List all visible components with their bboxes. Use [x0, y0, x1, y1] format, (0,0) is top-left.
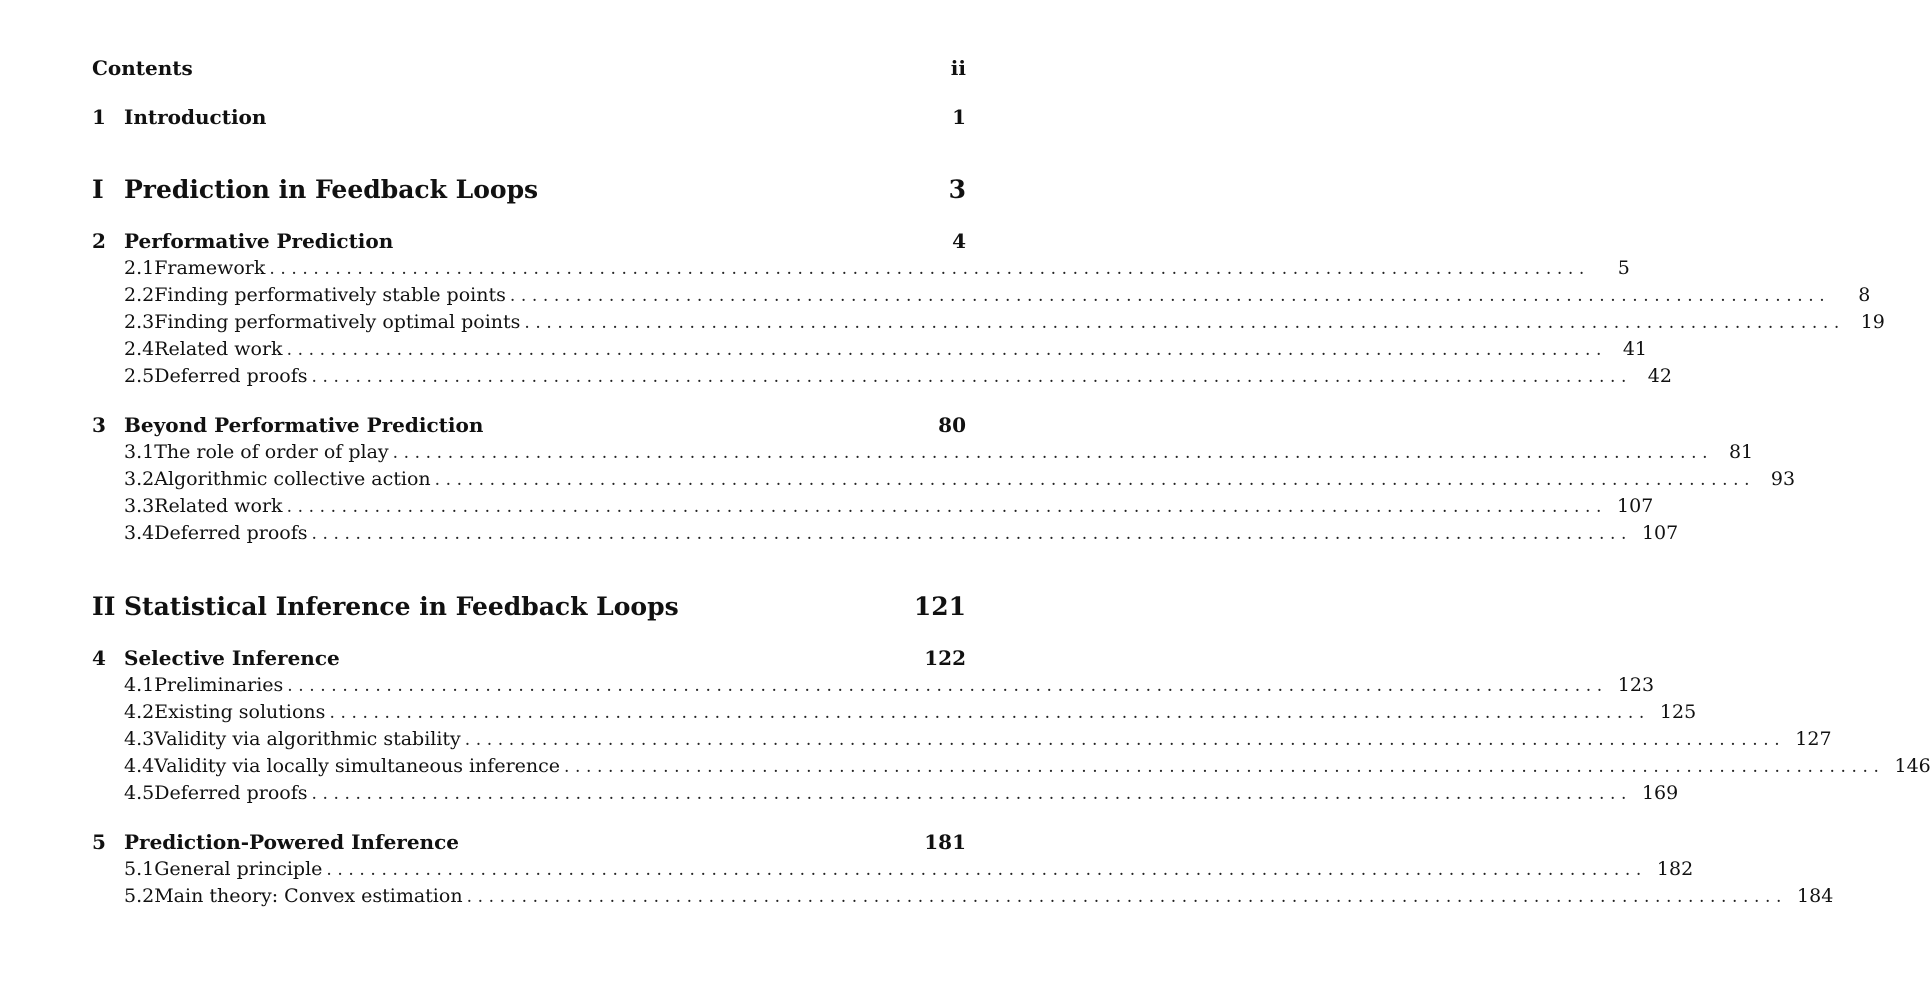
toc-section-number: 3.3	[124, 495, 155, 517]
toc-section-title: Validity via locally simultaneous inference	[154, 755, 561, 777]
toc-chapter-number: 4	[92, 646, 106, 670]
toc-page-number: 169	[1641, 782, 1679, 804]
toc-page-number: 5	[1617, 257, 1630, 279]
toc-section[interactable]	[92, 885, 1834, 907]
toc-section-title: Deferred proofs	[154, 522, 308, 544]
toc-page-number: 181	[924, 830, 966, 854]
toc-chapter-number: 5	[92, 830, 106, 854]
toc-section-title: Related work	[154, 338, 283, 360]
toc-chapter-2[interactable]	[92, 229, 966, 253]
toc-section-number: 4.1	[124, 674, 155, 696]
toc-section[interactable]	[92, 728, 1832, 750]
toc-section-number: 4.4	[124, 755, 155, 777]
toc-part-I[interactable]	[92, 175, 966, 204]
toc-page-number: 182	[1656, 858, 1694, 880]
toc-section-number: 2.2	[124, 284, 155, 306]
toc-section-number: 2.1	[124, 257, 155, 279]
toc-leader-dots: ........................................................................................................................	[286, 497, 1608, 517]
toc-page-number: 122	[924, 646, 966, 670]
toc-section-number: 5.1	[124, 858, 155, 880]
toc-leader-dots: ........................................................................................................................	[326, 860, 1647, 880]
toc-page-number: 125	[1659, 701, 1697, 723]
toc-section-title: Framework	[154, 257, 266, 279]
toc-chapter-number: 2	[92, 229, 106, 253]
toc-section[interactable]	[92, 495, 1654, 517]
toc-page-number: 107	[1617, 495, 1654, 517]
toc-leader-dots: ........................................................................................................................	[287, 676, 1608, 696]
toc-leader-dots: ........................................................................................................................	[524, 313, 1845, 333]
toc-chapter-3[interactable]	[92, 413, 966, 437]
toc-page-number: 4	[952, 229, 966, 253]
toc-section[interactable]	[92, 674, 1655, 696]
toc-section-number: 3.1	[124, 441, 155, 463]
toc-section[interactable]	[92, 858, 1694, 880]
toc-section-number: 4.5	[124, 782, 155, 804]
toc-leader-dots: ........................................................................................................................	[392, 443, 1714, 463]
toc-part-number: II	[92, 592, 116, 621]
toc-page-number: 8	[1858, 284, 1871, 306]
toc-page-number: 42	[1647, 365, 1672, 387]
toc-section-title: The role of order of play	[154, 441, 389, 463]
toc-section[interactable]	[92, 755, 1931, 777]
toc-chapter-1[interactable]	[92, 105, 966, 129]
toc-chapter-4[interactable]	[92, 646, 966, 670]
toc-part-number: I	[92, 175, 104, 204]
toc-section-title: Finding performatively stable points	[154, 284, 506, 306]
toc-section[interactable]	[92, 365, 1672, 387]
toc-page-number: 184	[1797, 885, 1834, 907]
toc-leader-dots: ........................................................................................................................	[311, 367, 1632, 387]
toc-section-number: 5.2	[124, 885, 155, 907]
toc-leader-dots: ........................................................................................................................	[311, 784, 1632, 804]
toc-chapter-title: Performative Prediction	[124, 229, 394, 253]
toc-section-title: General principle	[154, 858, 323, 880]
toc-page-number: 1	[952, 105, 966, 129]
toc-title: Contents	[92, 56, 193, 80]
toc-page-number: 3	[948, 175, 966, 204]
toc-leader-dots: ........................................................................................................................	[509, 286, 1831, 306]
toc-part-II[interactable]	[92, 592, 966, 621]
toc-section-number: 4.3	[124, 728, 155, 750]
toc-entry-contents[interactable]	[92, 56, 966, 80]
toc-section-number: 3.4	[124, 522, 155, 544]
toc-leader-dots: ........................................................................................................................	[286, 340, 1608, 360]
toc-section[interactable]	[92, 284, 1871, 306]
toc-section-title: Algorithmic collective action	[154, 468, 431, 490]
toc-section-number: 2.5	[124, 365, 155, 387]
toc-leader-dots: ........................................................................................................................	[269, 259, 1590, 279]
toc-page-number: 81	[1728, 441, 1754, 463]
toc-section-title: Related work	[154, 495, 283, 517]
toc-leader-dots: ........................................................................................................................	[466, 887, 1788, 907]
toc-chapter-title: Introduction	[124, 105, 267, 129]
toc-section-title: Finding performatively optimal points	[154, 311, 521, 333]
toc-page-number: 41	[1622, 338, 1648, 360]
toc-part-title: Statistical Inference in Feedback Loops	[124, 592, 679, 621]
toc-section-title: Main theory: Convex estimation	[154, 885, 463, 907]
toc-leader-dots: ........................................................................................................................	[564, 757, 1885, 777]
toc-section-title: Validity via algorithmic stability	[154, 728, 461, 750]
toc-page-number: 121	[913, 592, 966, 621]
toc-chapter-5[interactable]	[92, 830, 966, 854]
toc-chapter-title: Selective Inference	[124, 646, 340, 670]
toc-page-number: 80	[938, 413, 966, 437]
toc-section[interactable]	[92, 522, 1679, 544]
toc-section-title: Deferred proofs	[154, 782, 308, 804]
toc-page-number: 127	[1795, 728, 1832, 750]
toc-section[interactable]	[92, 701, 1697, 723]
toc-section-title: Existing solutions	[154, 701, 326, 723]
toc-section-number: 2.3	[124, 311, 155, 333]
toc-section[interactable]	[92, 782, 1679, 804]
toc-section[interactable]	[92, 338, 1648, 360]
toc-chapter-title: Prediction-Powered Inference	[124, 830, 459, 854]
toc-page-number: 93	[1770, 468, 1796, 490]
toc-section-title: Deferred proofs	[154, 365, 308, 387]
toc-section-title: Preliminaries	[154, 674, 284, 696]
toc-page-number: ii	[950, 56, 966, 80]
toc-leader-dots: ........................................................................................................................	[434, 470, 1756, 490]
toc-page-number: 123	[1617, 674, 1655, 696]
toc-page-number: 107	[1641, 522, 1679, 544]
toc-section[interactable]	[92, 257, 1630, 279]
toc-leader-dots: ........................................................................................................................	[329, 703, 1650, 723]
toc-chapter-number: 3	[92, 413, 106, 437]
toc-section[interactable]	[92, 311, 1885, 333]
toc-section[interactable]	[92, 468, 1796, 490]
toc-leader-dots: ........................................................................................................................	[311, 524, 1632, 544]
toc-chapter-number: 1	[92, 105, 106, 129]
toc-section-number: 4.2	[124, 701, 155, 723]
toc-section[interactable]	[92, 441, 1754, 463]
toc-page-number: 19	[1860, 311, 1885, 333]
toc-section-number: 2.4	[124, 338, 155, 360]
toc-page-number: 146	[1894, 755, 1931, 777]
toc-leader-dots: ........................................................................................................................	[464, 730, 1786, 750]
toc-section-number: 3.2	[124, 468, 155, 490]
toc-chapter-title: Beyond Performative Prediction	[124, 413, 484, 437]
toc-part-title: Prediction in Feedback Loops	[124, 175, 539, 204]
